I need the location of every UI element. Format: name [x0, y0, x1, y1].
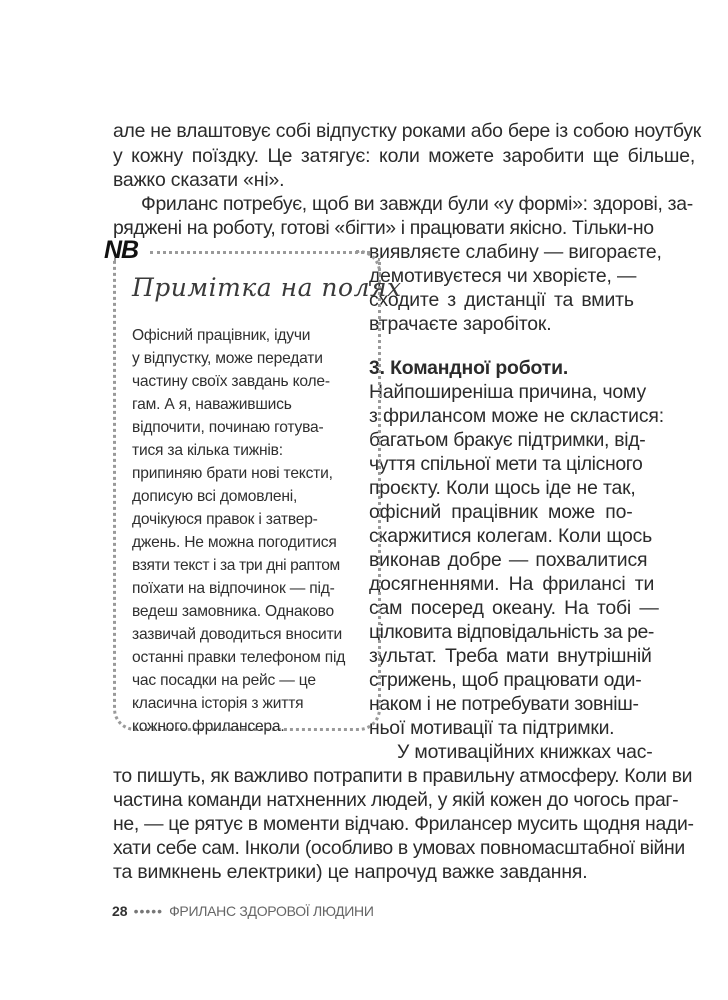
- body-text-line: стрижень, щоб працювати оди-: [369, 669, 642, 691]
- sidebar-line: кожного фрилансера.: [132, 718, 285, 735]
- body-text-line: демотивуєтеся чи хворієте, —: [369, 265, 637, 287]
- sidebar-line: останні правки телефоном під: [132, 649, 346, 666]
- sidebar-line: Офісний працівник, ідучи: [132, 327, 311, 344]
- body-text-line: виконав добре — похвалитися: [369, 549, 648, 571]
- sidebar-line: дописую всі домовлені,: [132, 488, 298, 505]
- body-text-line: Фриланс потребує, щоб ви завжди були «у формі»: здорові, за-: [141, 193, 693, 215]
- body-text-line: то пишуть, як важливо потрапити в правильну атмосферу. Коли ви: [113, 765, 693, 787]
- sidebar-line: взяти текст і за три дні раптом: [132, 557, 340, 574]
- body-text-line: У мотиваційних книжках час-: [397, 741, 653, 763]
- body-text-line: хати себе сам. Інколи (особливо в умовах повномасштабної війни: [113, 837, 685, 859]
- body-text-line: багатьом бракує підтримки, від-: [369, 429, 646, 451]
- sidebar-line: ведеш замовника. Однаково: [132, 603, 334, 620]
- sidebar-line: класична історія з життя: [132, 695, 304, 712]
- body-text-line: не, — це рятує в моменти відчаю. Фрилансер мусить щодня нади-: [113, 813, 694, 835]
- body-text-line: але не влаштовує собі відпустку роками або бере із собою ноутбук: [113, 120, 702, 142]
- body-text-line: скаржитися колегам. Коли щось: [369, 525, 653, 547]
- body-text-line: цілковита відповідальність за ре-: [369, 621, 654, 643]
- body-text-line: чуття спільної мети та цілісного: [369, 453, 643, 475]
- nb-mark: NB: [104, 236, 139, 264]
- body-text-line: важко сказати «ні».: [113, 169, 285, 191]
- footer-dots: •••••: [133, 903, 164, 919]
- body-text-line: сходите з дистанції та вмить: [369, 289, 634, 311]
- sidebar-line: дочікуюся правок і затвер-: [132, 511, 318, 528]
- body-text-line: частина команди натхненних людей, у якій кожен до чогось праг-: [113, 789, 679, 811]
- section-heading: 3. Командної роботи.: [369, 357, 569, 379]
- body-text-line: у кожну поїздку. Це затягує: коли можете заробити ще більше,: [113, 145, 696, 167]
- body-text-line: офісний працівник може по-: [369, 501, 633, 523]
- body-text-line: ньої мотивації та підтримки.: [369, 717, 615, 739]
- body-text-line: з фрилансом може не скластися:: [369, 405, 664, 427]
- sidebar-line: відпочити, починаю готува-: [132, 419, 324, 436]
- body-text-line: досягненнями. На фрилансі ти: [369, 573, 655, 595]
- sidebar-line: тися за кілька тижнів:: [132, 442, 283, 459]
- sidebar-top-border: [150, 251, 370, 254]
- sidebar-line: зазвичай доводиться вносити: [132, 626, 343, 643]
- sidebar-line: у відпустку, може передати: [132, 350, 323, 367]
- body-text-line: ряджені на роботу, готові «бігти» і працювати якісно. Тільки-но: [113, 217, 654, 239]
- sidebar-line: поїхати на відпочинок — під-: [132, 580, 335, 597]
- page-footer: [112, 903, 374, 919]
- body-text-line: проєкту. Коли щось іде не так,: [369, 477, 636, 499]
- sidebar-line: час посадки на рейс — це: [132, 672, 316, 689]
- sidebar-line: гам. А я, наважившись: [132, 396, 292, 413]
- running-title: ФРИЛАНС ЗДОРОВОЇ ЛЮДИНИ: [169, 903, 374, 919]
- body-text-line: втрачаєте заробіток.: [369, 313, 552, 335]
- body-text-line: та вимкнень електрики) це напрочуд важке завдання.: [113, 861, 588, 883]
- sidebar-line: припиняю брати нові тексти,: [132, 465, 333, 482]
- body-text-line: Найпоширеніша причина, чому: [369, 381, 647, 403]
- body-text-line: наком і не потребувати зовніш-: [369, 693, 639, 715]
- body-text-line: виявляєте слабину — вигораєте,: [369, 241, 662, 263]
- page-number: 28: [112, 903, 128, 919]
- body-text-line: зультат. Треба мати внутрішній: [369, 645, 652, 667]
- body-text-line: сам посеред океану. На тобі —: [369, 597, 659, 619]
- sidebar-line: частину своїх завдань коле-: [132, 373, 330, 390]
- sidebar-line: джень. Не можна погодитися: [132, 534, 337, 551]
- sidebar-title: Примітка на полях: [132, 273, 402, 302]
